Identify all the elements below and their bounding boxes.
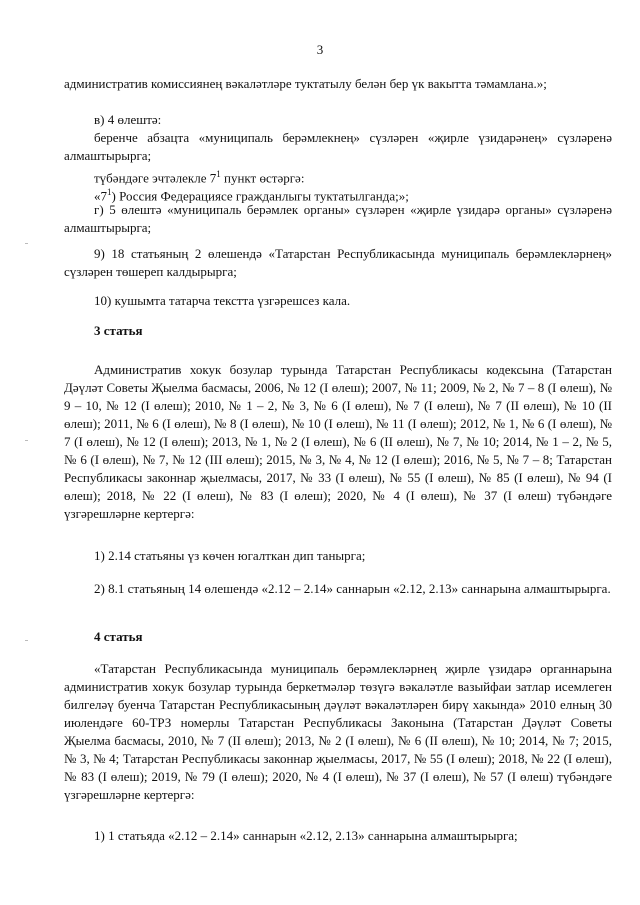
superscript-one: 1 [216,169,221,179]
item-1-214: 1) 2.14 статьяны үз көчен югалткан дип танырга; [94,548,366,563]
paragraph-admin-code: Административ хокук бозулар турында Татарстан Республикасы кодексына (Татарстан Дәүләт Советы Җыелма басмасы, 2006, № 12 (I өлеш); 2007, № 11; 2009, № 2, № 7 – 8 (I өлеш), № 9 – 10, № 12 (I өлеш); 2010, № 1 – 2, № 3, № 6 (I өлеш), № 7 (I өлеш), № 7 (II өлеш), № 10 (II өлеш); 2011, № 6 (I өлеш), № 8 (I өлеш), № 10 (I өлеш), № 11 (I өлеш); 2012, № 1, № 6 (I өлеш), № 7 (I өлеш), № 12 (I өлеш); 2013, № 1, № 2 (I өлеш), № 6 (II өлеш), № 7, № 10; 2014, № 1 – 2, № 5, № 6 (I өлеш), № 7, № 12 (III өлеш); 2015, № 3, № 4, № 12 (I өлеш); 2016, № 5, № 7 – 8; Татарстан Республикасы законнар җыелмасы, 2017, № 33 (I өлеш), № 55 (I өлеш), № 85 (I өлеш), № 94 (I өлеш); 2018, № 22 (I өлеш), № 83 (I өлеш); 2020, № 4 (I өлеш), № 37 (I өлеш) түбәндәге үзгәрешләрне кертергә: [64,362,612,521]
margin-mark [25,640,28,641]
paragraph-first-abzac: беренче абзацта «муниципаль берәмлекнең» сүзләрен «җирле үзидарәнең» сүзләренә алмаштырырга; [64,130,612,163]
heading-article-3: 3 статья [94,323,143,338]
paragraph-g: г) 5 өлештә «муниципаль берәмлек органы» сүзләрен «җирле үзидарә органы» сүзләренә алмаштырырга; [64,202,612,235]
item-v: в) 4 өлештә: [94,112,162,127]
paragraph-2-81: 2) 8.1 статьяның 14 өлешендә «2.12 – 2.14» саннарын «2.12, 2.13» саннарына алмаштырырга. [94,581,611,596]
superscript-one: 1 [107,187,112,197]
heading-article-4: 4 статья [94,629,143,644]
paragraph-law-60trz: «Татарстан Республикасында муниципаль берәмлекләрнең җирле үзидарә органнарына административ хокук бозулар турында беркетмәләр төзүгә вәкаләтле вазыйфаи затлар исемлеген билгеләү буенча Татарстан Республикасының дәүләт вәкаләтләрен бирү хакында» 2010 елның 30 июлендәге 60-ТРЗ номерлы Татарстан Республикасы Законына (Татарстан Дәүләт Советы Җыелма басмасы, 2010, № 7 (II өлеш); 2013, № 2 (I өлеш), № 6 (II өлеш), № 10; 2014, № 7; 2015, № 3, № 4; Татарстан Республикасы законнар җыелмасы, 2017, № 55 (I өлеш); 2018, № 22 (I өлеш), № 83 (I өлеш); 2019, № 79 (I өлеш); 2020, № 4 (I өлеш), № 37 (I өлеш), № 57 (I өлеш) түбәндәге үзгәрешләрне кертергә: [64,661,612,802]
margin-mark [25,440,28,441]
item-add-point-text-b: пункт өстәргә: [220,170,305,186]
item-point-71-text-b: ) Россия Федерациясе гражданлыгы туктатылганда;»; [111,188,409,204]
page-number: 3 [316,42,324,57]
margin-mark [25,243,28,244]
item-add-point-text-a: түбәндәге эчтәлекле 7 [94,170,217,186]
item-1-article1: 1) 1 статьяда «2.12 – 2.14» саннарын «2.12, 2.13» саннарына алмаштырырга; [94,828,518,843]
paragraph-9: 9) 18 статьяның 2 өлешендә «Татарстан Республикасында муниципаль берәмлекләрнең» сүзләрен төшереп калдырырга; [64,246,612,279]
item-10: 10) кушымта татарча текстта үзгәрешсез кала. [94,293,351,308]
item-point-71-text-a: «7 [94,188,107,204]
paragraph-commission-powers: административ комиссиянең вәкаләтләре туктатылу белән бер үк вакытта тәмамлана.»; [64,76,547,91]
